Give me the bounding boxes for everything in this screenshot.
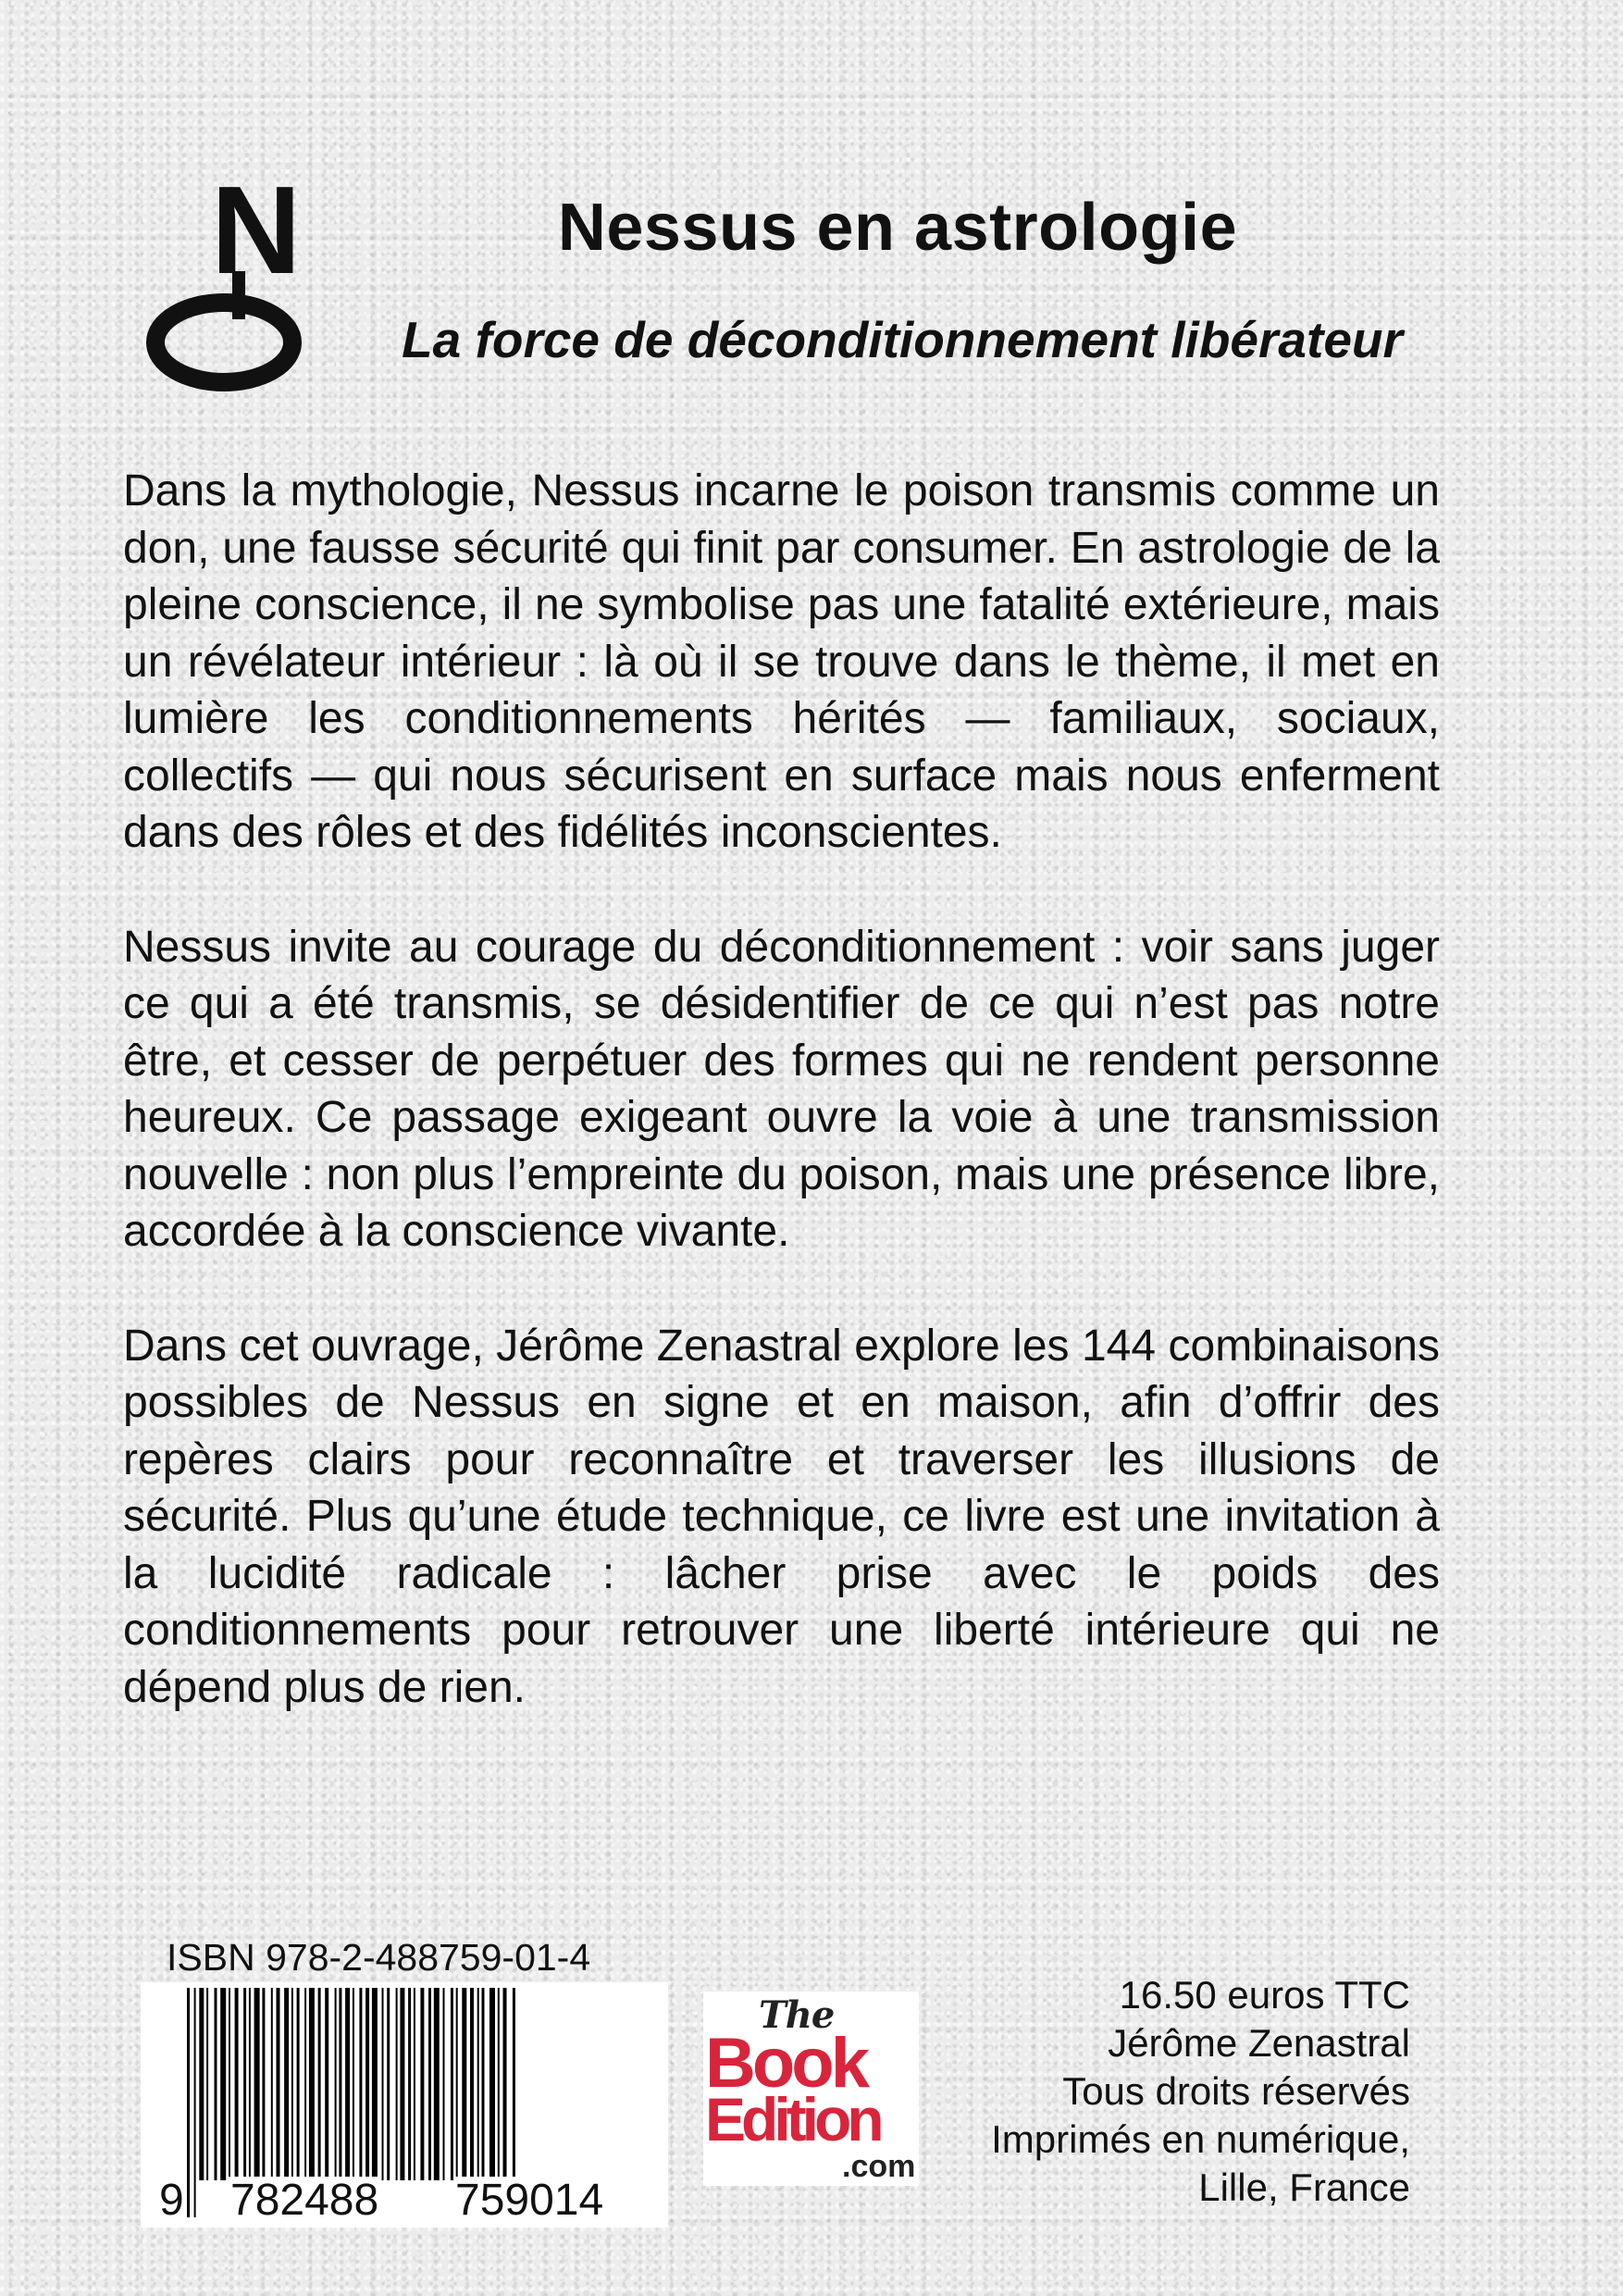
barcode xyxy=(141,1982,668,2228)
price-line: 16.50 euros TTC xyxy=(1119,1973,1410,2017)
barcode-bar xyxy=(249,1988,251,2180)
barcode-bar xyxy=(443,1988,445,2180)
barcode-bar xyxy=(215,1988,217,2180)
book-title: Nessus en astrologie xyxy=(557,191,1238,265)
isbn-label: ISBN 978-2-488759-01-4 xyxy=(167,1936,591,1979)
barcode-bar xyxy=(482,1988,485,2180)
barcode-bar xyxy=(396,1988,398,2180)
barcode-bar xyxy=(309,1988,315,2180)
barcode-bar xyxy=(387,1988,390,2180)
barcode-bar xyxy=(382,1988,384,2180)
barcode-bar xyxy=(434,1988,440,2180)
barcode-bar xyxy=(262,1988,265,2180)
barcode-bar xyxy=(277,1988,280,2180)
barcode-bar xyxy=(414,1988,415,2180)
barcode-left-group: 782488 xyxy=(230,2176,379,2225)
barcode-bar xyxy=(304,1988,306,2180)
barcode-bar xyxy=(284,1988,289,2180)
barcode-bar xyxy=(462,1988,466,2180)
barcode-bar xyxy=(220,1988,226,2180)
barcode-bar xyxy=(229,1988,230,2180)
barcode-bar xyxy=(297,1988,300,2180)
rights-line: Tous droits réservés xyxy=(1062,2069,1410,2113)
barcode-bar xyxy=(477,1988,479,2180)
logo-com-text: .com xyxy=(842,2149,916,2184)
barcode-bar xyxy=(254,1988,260,2180)
nessus-glyph-icon xyxy=(139,180,315,393)
barcode-bar xyxy=(235,1988,239,2180)
barcode-bar xyxy=(199,1988,204,2180)
barcode-bar xyxy=(470,1988,474,2180)
barcode-bar xyxy=(365,1988,369,2180)
logo-book-text: Book xyxy=(705,2024,866,2103)
publisher-logo xyxy=(703,1992,919,2186)
barcode-bar xyxy=(456,1988,458,2180)
printing-line: Imprimés en numérique, xyxy=(991,2117,1410,2161)
publication-info xyxy=(991,1971,1410,2212)
logo-edition-text: Edition xyxy=(705,2085,880,2153)
barcode-bar xyxy=(318,1988,321,2180)
barcode-digits xyxy=(141,2177,668,2228)
barcode-bar xyxy=(243,1988,246,2180)
barcode-bar xyxy=(372,1988,378,2180)
barcode-bar xyxy=(353,1988,354,2180)
author-line: Jérôme Zenastral xyxy=(1108,2021,1410,2065)
book-subtitle: La force de déconditionnement libérateur xyxy=(402,311,1403,368)
barcode-bar xyxy=(206,1988,208,2180)
barcode-bar xyxy=(420,1988,424,2180)
barcode-bar xyxy=(271,1988,273,2180)
barcode-bar xyxy=(489,1988,495,2180)
barcode-bar xyxy=(400,1988,404,2180)
blurb-text xyxy=(123,463,1440,1773)
barcode-first-digit: 9 xyxy=(159,2176,184,2225)
logo-the-text: The xyxy=(759,1993,835,2037)
barcode-right-group: 759014 xyxy=(455,2176,604,2225)
location-line: Lille, France xyxy=(1198,2166,1410,2209)
barcode-bar xyxy=(451,1988,453,2180)
barcode-bar xyxy=(359,1988,362,2180)
barcode-bar xyxy=(498,1988,500,2180)
nessus-glyph-letter: N xyxy=(211,180,302,300)
blurb-paragraph: Nessus invite au courage du déconditionnement : voir sans juger ce qui a été transmis, se désidentifier de ce qui n’est pas notre être, et cesser de perpétuer des formes qui ne rendent personne heureux. Ce passage exigeant ouvre la voie à une transmission nouvelle : non plus l’empreinte du poison, mais une présence libre, accordée à la conscience vivante. xyxy=(123,922,1440,1256)
barcode-bar xyxy=(408,1988,411,2180)
barcode-bar xyxy=(428,1988,431,2180)
barcode-bar xyxy=(325,1988,328,2180)
blurb-paragraph: Dans la mythologie, Nessus incarne le poison transmis comme un don, une fausse sécurité qui finit par consumer. En astrologie de la pleine conscience, il ne symbolise pas une fatalité extérieure, mais un révélateur intérieur : là où il se trouve dans le thème, il met en lumière les conditionnements hérités — familiaux, sociaux, collectifs — qui nous sécurisent en surface mais nous enferment dans des rôles et des fidélités inconscientes. xyxy=(123,466,1440,857)
barcode-bar xyxy=(291,1988,293,2180)
blurb-paragraph: Dans cet ouvrage, Jérôme Zenastral explore les 144 combinaisons possibles de Nessus en signe et en maison, afin d’offrir des repères clairs pour reconnaître et traverser les illusions de sécurité. Plus qu’une étude technique, ce livre est une invitation à la lucidité radicale : lâcher prise avec le poids des conditionnements pour retrouver une liberté intérieure qui ne dépend plus de rien. xyxy=(123,1321,1440,1712)
barcode-bar xyxy=(335,1988,337,2180)
